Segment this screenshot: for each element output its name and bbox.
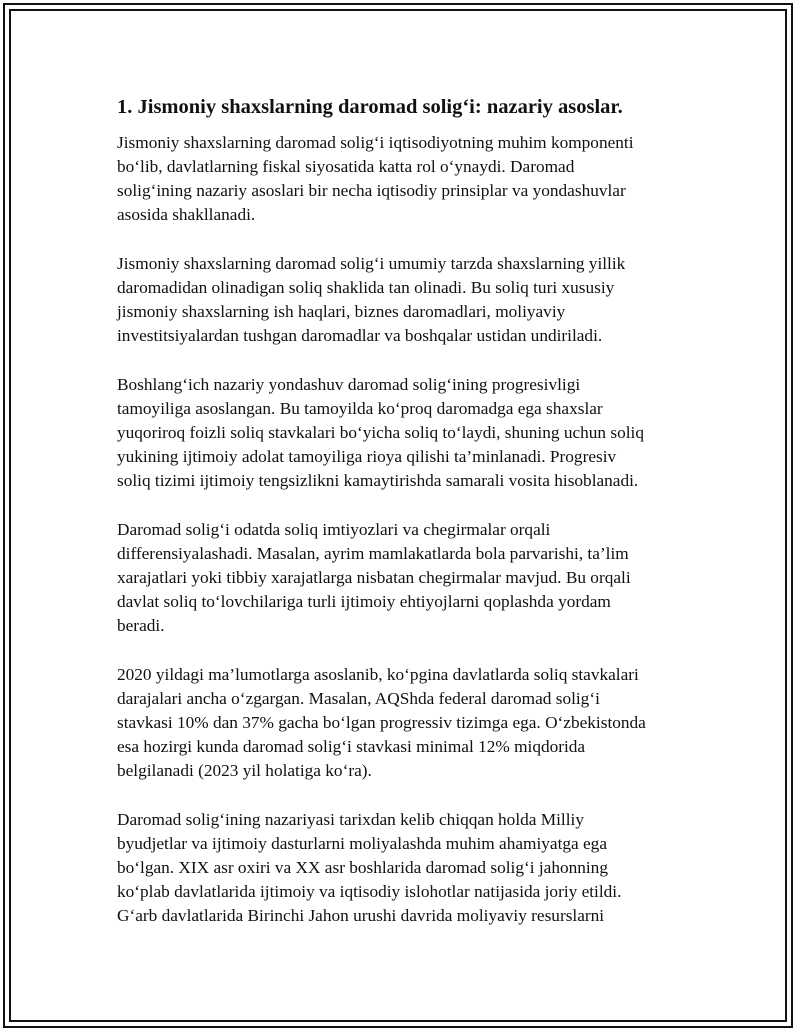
- paragraph: [117, 518, 707, 638]
- paragraph: [117, 373, 707, 493]
- text-line: Jismoniy shaxslarning daromad solig‘i umumiy tarzda shaxslarning yillik: [117, 254, 626, 273]
- text-line: bo‘lib, davlatlarning fiskal siyosatida katta rol o‘ynaydi. Daromad: [117, 157, 575, 176]
- text-line: investitsiyalardan tushgan daromadlar va boshqalar ustidan undiriladi.: [117, 326, 603, 345]
- text-line: differensiyalashadi. Masalan, ayrim mamlakatlarda bola parvarishi, ta’lim: [117, 544, 629, 563]
- text-line: tamoyiliga asoslangan. Bu tamoyilda ko‘proq daromadga ega shaxslar: [117, 399, 603, 418]
- paragraph-list: [117, 131, 707, 928]
- text-line: ko‘plab davlatlarida ijtimoiy va iqtisodiy islohotlar natijasida joriy etildi.: [117, 882, 622, 901]
- paragraph: [117, 808, 707, 928]
- text-line: xarajatlari yoki tibbiy xarajatlarga nisbatan chegirmalar mavjud. Bu orqali: [117, 568, 631, 587]
- text-line: G‘arb davlatlarida Birinchi Jahon urushi davrida moliyaviy resurslarni: [117, 906, 605, 925]
- text-line: yuqoriroq foizli soliq stavkalari bo‘yicha soliq to‘laydi, shuning uchun soliq: [117, 423, 645, 442]
- text-line: beradi.: [117, 616, 165, 635]
- text-line: Jismoniy shaxslarning daromad solig‘i iqtisodiyotning muhim komponenti: [117, 133, 634, 152]
- text-line: daromadidan olinadigan soliq shaklida tan olinadi. Bu soliq turi xususiy: [117, 278, 615, 297]
- text-line: solig‘ining nazariy asoslari bir necha iqtisodiy prinsiplar va yondashuvlar: [117, 181, 626, 200]
- paragraph: [117, 252, 707, 348]
- text-line: belgilanadi (2023 yil holatiga ko‘ra).: [117, 761, 372, 780]
- text-line: stavkasi 10% dan 37% gacha bo‘lgan progressiv tizimga ega. O‘zbekistonda: [117, 713, 646, 732]
- text-line: esa hozirgi kunda daromad solig‘i stavkasi minimal 12% miqdorida: [117, 737, 586, 756]
- paragraph: [117, 663, 707, 783]
- section-heading: 1. Jismoniy shaxslarning daromad solig‘i: nazariy asoslar.: [117, 96, 623, 118]
- text-line: Boshlang‘ich nazariy yondashuv daromad solig‘ining progresivligi: [117, 375, 581, 394]
- text-line: asosida shakllanadi.: [117, 205, 256, 224]
- text-line: Daromad solig‘ining nazariyasi tarixdan kelib chiqqan holda Milliy: [117, 810, 584, 829]
- paragraph: [117, 131, 707, 227]
- document-body: [117, 93, 707, 953]
- text-line: Daromad solig‘i odatda soliq imtiyozlari va chegirmalar orqali: [117, 520, 551, 539]
- text-line: soliq tizimi ijtimoiy tengsizlikni kamaytirishda samarali vosita hisoblanadi.: [117, 471, 639, 490]
- text-line: 2020 yildagi ma’lumotlarga asoslanib, ko‘pgina davlatlarda soliq stavkalari: [117, 665, 639, 684]
- text-line: yukining ijtimoiy adolat tamoyiliga rioya qilishi ta’minlanadi. Progresiv: [117, 447, 617, 466]
- text-line: bo‘lgan. XIX asr oxiri va XX asr boshlarida daromad solig‘i jahonning: [117, 858, 608, 877]
- text-line: darajalari ancha o‘zgargan. Masalan, AQShda federal daromad solig‘i: [117, 689, 600, 708]
- text-line: davlat soliq to‘lovchilariga turli ijtimoiy ehtiyojlarni qoplashda yordam: [117, 592, 611, 611]
- text-line: jismoniy shaxslarning ish haqlari, biznes daromadlari, moliyaviy: [117, 302, 566, 321]
- text-line: byudjetlar va ijtimoiy dasturlarni moliyalashda muhim ahamiyatga ega: [117, 834, 607, 853]
